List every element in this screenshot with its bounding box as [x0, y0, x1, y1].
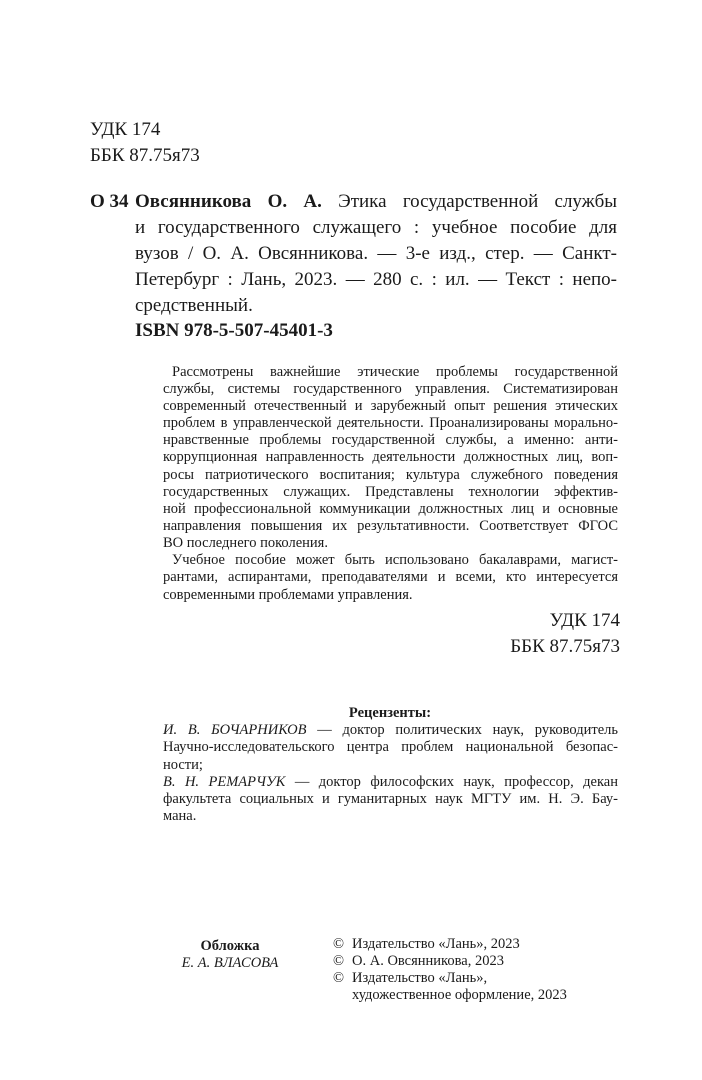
abstract-line: рантами, аспирантами, преподавателями и всеми, кто интересуется — [163, 569, 618, 585]
copyright-3: Издательство «Лань», — [352, 970, 488, 986]
record-line-1 — [135, 191, 617, 213]
copyright-symbol: © — [333, 970, 345, 986]
abstract-line: нравственные проблемы государственной службы, а именно: анти- — [163, 432, 618, 448]
reviewer-2-line-3: мана. — [163, 808, 197, 824]
isbn: ISBN 978-5-507-45401-3 — [135, 320, 333, 341]
abstract-line: ной профессиональной коммуникации должностных лиц и основные — [163, 501, 618, 517]
abstract-line: ВО последнего поколения. — [163, 535, 328, 551]
udk-top: УДК 174 — [90, 119, 161, 140]
copyright-symbol: © — [333, 953, 345, 969]
record-line-4: Петербург : Лань, 2023. — 280 с. : ил. — Текст : непо- — [135, 269, 617, 290]
reviewer-2-line-1 — [163, 774, 618, 791]
abstract-line: Рассмотрены важнейшие этические проблемы государственной — [172, 364, 618, 380]
reviewer-2-line-2: факультета социальных и гуманитарных наук МГТУ им. Н. Э. Бау- — [163, 791, 618, 807]
abstract-line: современный отечественный и зарубежный опыт решения этических — [163, 398, 618, 414]
abstract-line: проблем в управленческой деятельности. Проанализированы морально- — [163, 415, 618, 431]
reviewer-2-title: — доктор философских наук, профессор, декан — [285, 774, 618, 790]
reviewer-1-line-2: Научно-исследовательского центра проблем национальной безопас- — [163, 739, 618, 755]
reviewer-1-line-3: ности; — [163, 757, 203, 773]
abstract-line: росы патриотического воспитания; культура служебного поведения — [163, 467, 618, 483]
record-line-5: средственный. — [135, 295, 253, 316]
abstract-line: Учебное пособие может быть использовано бакалаврами, магист- — [172, 552, 618, 568]
abstract-line: направления повышения их результативности. Соответствует ФГОС — [163, 518, 618, 534]
reviewer-1-title: — доктор политических наук, руководитель — [306, 722, 618, 738]
record-author: Овсянникова О. А. — [135, 191, 322, 212]
reviewer-1-line-1 — [163, 722, 618, 739]
abstract-line: государственных служащих. Представлены технологии эффектив- — [163, 484, 618, 500]
bbk-bottom: ББК 87.75я73 — [510, 636, 620, 657]
reviewer-2-name: В. Н. РЕМАРЧУК — [163, 774, 286, 790]
abstract-line: коррупционная направленность деятельности должностных лиц, воп- — [163, 449, 618, 465]
bbk-top: ББК 87.75я73 — [90, 145, 200, 166]
abstract-line: современными проблемами управления. — [163, 587, 413, 603]
copyright-symbol: © — [333, 936, 345, 952]
abstract-line: службы, системы государственного управления. Систематизирован — [163, 381, 618, 397]
record-title: Этика государственной службы — [338, 191, 617, 212]
record-code: О 34 — [90, 191, 129, 212]
record-line-2: и государственного служащего : учебное пособие для — [135, 217, 617, 238]
cover-label: Обложка — [200, 938, 260, 954]
record-line-3: вузов / О. А. Овсянникова. — 3-е изд., стер. — Санкт- — [135, 243, 617, 264]
copyright-1: Издательство «Лань», 2023 — [352, 936, 520, 952]
cover-designer: Е. А. ВЛАСОВА — [181, 955, 279, 971]
copyright-2: О. А. Овсянникова, 2023 — [352, 953, 504, 969]
reviewer-1-name: И. В. БОЧАРНИКОВ — [163, 722, 307, 738]
udk-bottom: УДК 174 — [549, 610, 620, 631]
reviewers-heading: Рецензенты: — [348, 705, 432, 721]
copyright-3-continuation: художественное оформление, 2023 — [352, 987, 567, 1003]
